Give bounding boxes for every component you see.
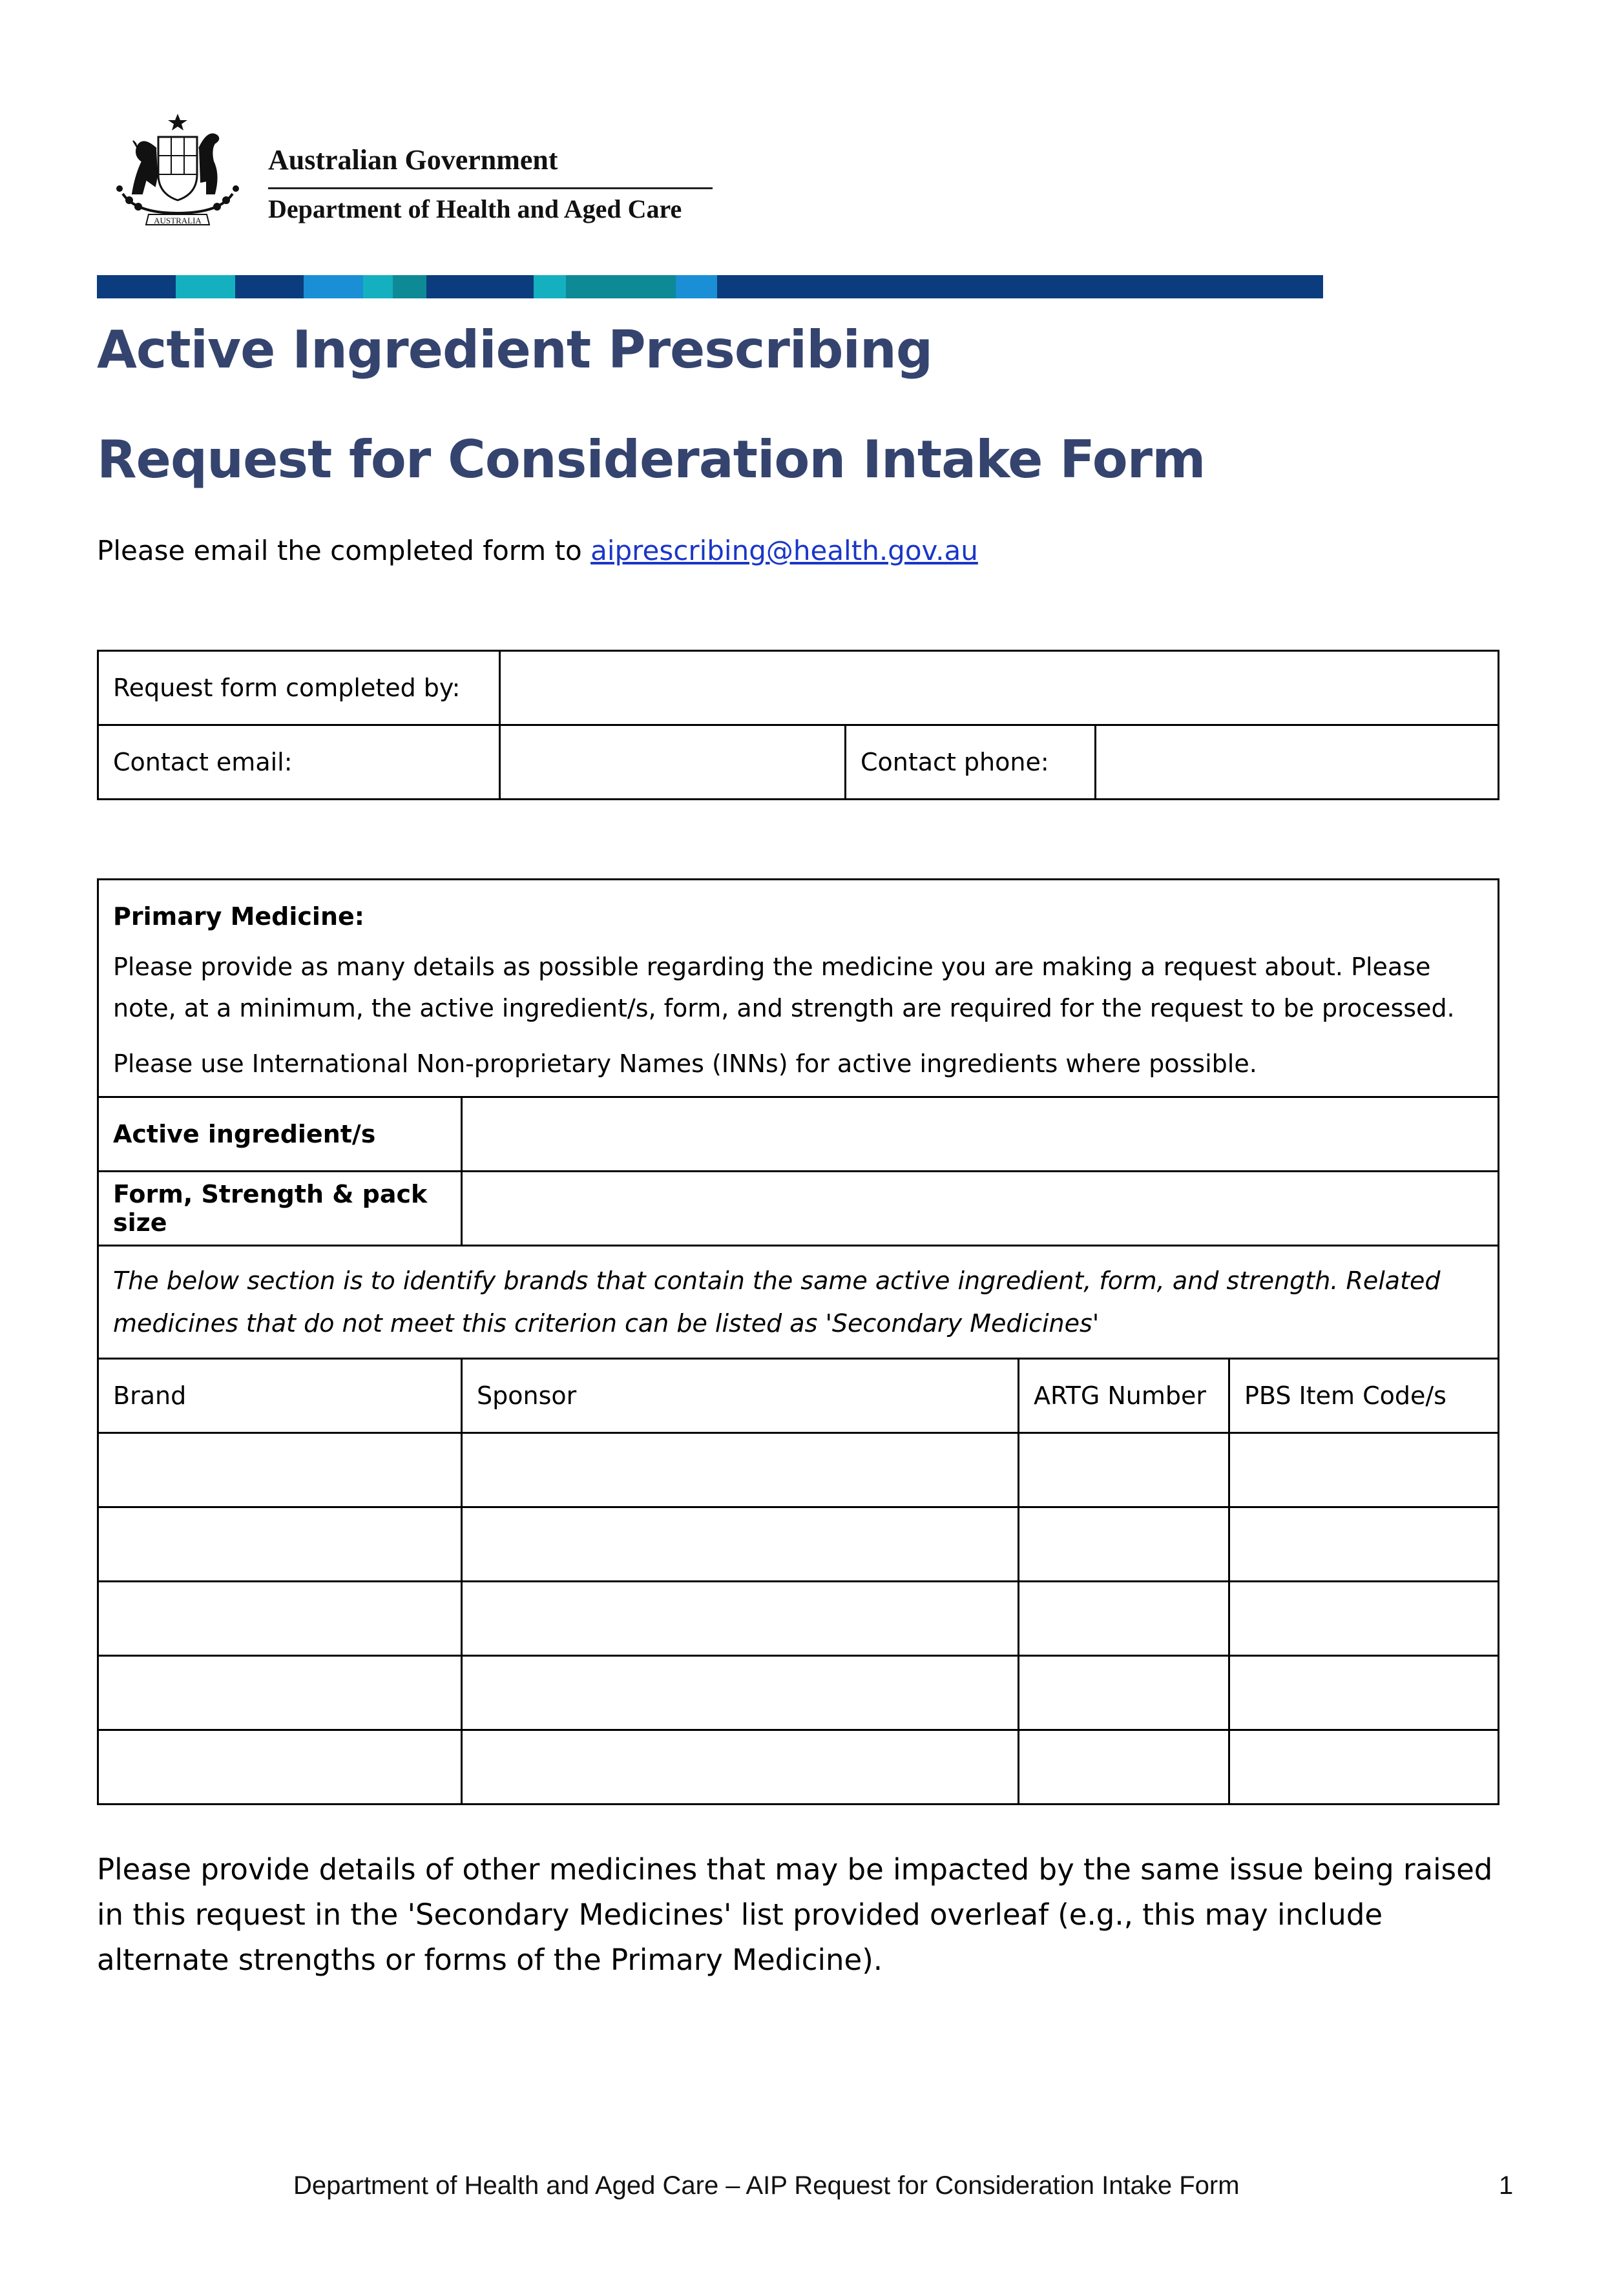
government-title: Australian Government bbox=[268, 144, 558, 176]
inn-instructions: Please use International Non-proprietary Names (INNs) for active ingredients where possible. bbox=[113, 1050, 1257, 1078]
sponsor-cell[interactable] bbox=[462, 1507, 1019, 1582]
active-ingredient-label: Active ingredient/s bbox=[98, 1097, 462, 1172]
primary-medicine-heading: Primary Medicine: bbox=[113, 902, 364, 931]
sponsor-cell[interactable] bbox=[462, 1433, 1019, 1507]
pbs-cell[interactable] bbox=[1229, 1582, 1499, 1656]
contact-phone-field[interactable] bbox=[1096, 725, 1499, 800]
primary-medicine-table bbox=[97, 878, 1499, 1805]
brand-cell[interactable] bbox=[98, 1582, 462, 1656]
stripe-segment bbox=[566, 275, 676, 298]
sponsor-cell[interactable] bbox=[462, 1730, 1019, 1805]
column-header-sponsor: Sponsor bbox=[462, 1359, 1019, 1433]
pbs-cell[interactable] bbox=[1229, 1656, 1499, 1730]
email-link[interactable]: aiprescribing@health.gov.au bbox=[590, 535, 978, 566]
stripe-segment bbox=[676, 275, 717, 298]
brand-cell[interactable] bbox=[98, 1656, 462, 1730]
document-subtitle: Request for Consideration Intake Form bbox=[97, 429, 1206, 490]
stripe-segment bbox=[304, 275, 363, 298]
column-header-pbs: PBS Item Code/s bbox=[1229, 1359, 1499, 1433]
brands-note: The below section is to identify brands that contain the same active ingredient, form, and strength. Related medicines that do not meet this criterion can be listed as 'Secondary Medicines' bbox=[98, 1246, 1499, 1359]
primary-medicine-instructions: Please provide as many details as possible regarding the medicine you are making a request about. Please note, at a minimum, the active ingredient/s, form, and strength are required for the request to be processed. bbox=[113, 953, 1455, 1022]
crest-motto: AUSTRALIA bbox=[154, 216, 202, 225]
column-header-brand: Brand bbox=[98, 1359, 462, 1433]
brand-stripe bbox=[97, 275, 1323, 298]
stripe-segment bbox=[363, 275, 393, 298]
header-divider bbox=[268, 187, 713, 189]
stripe-segment bbox=[426, 275, 534, 298]
brand-cell[interactable] bbox=[98, 1730, 462, 1805]
coat-of-arms-logo bbox=[97, 110, 258, 233]
artg-cell[interactable] bbox=[1019, 1582, 1229, 1656]
email-instruction-text: Please email the completed form to bbox=[97, 535, 591, 566]
contact-phone-label: Contact phone: bbox=[846, 725, 1096, 800]
stripe-segment bbox=[235, 275, 304, 298]
document-title: Active Ingredient Prescribing bbox=[97, 320, 933, 380]
contact-table bbox=[97, 650, 1499, 800]
page-number: 1 bbox=[1499, 2171, 1514, 2200]
brand-cell[interactable] bbox=[98, 1433, 462, 1507]
contact-email-label: Contact email: bbox=[98, 725, 500, 800]
secondary-medicines-note: Please provide details of other medicines that may be impacted by the same issue being raised in this request in the 'Secondary Medicines' list provided overleaf (e.g., this may include alternate strengths or forms of the Primary Medicine). bbox=[97, 1852, 1493, 1977]
table-row bbox=[98, 1433, 1499, 1507]
form-strength-field[interactable] bbox=[462, 1172, 1499, 1246]
stripe-segment bbox=[176, 275, 235, 298]
pbs-cell[interactable] bbox=[1229, 1507, 1499, 1582]
table-row bbox=[98, 1582, 1499, 1656]
contact-email-field[interactable] bbox=[500, 725, 846, 800]
table-row bbox=[98, 1656, 1499, 1730]
email-instruction bbox=[97, 535, 978, 566]
completed-by-field[interactable] bbox=[500, 651, 1499, 725]
artg-cell[interactable] bbox=[1019, 1507, 1229, 1582]
pbs-cell[interactable] bbox=[1229, 1433, 1499, 1507]
primary-medicine-intro bbox=[98, 880, 1499, 1097]
brand-cell[interactable] bbox=[98, 1507, 462, 1582]
artg-cell[interactable] bbox=[1019, 1730, 1229, 1805]
stripe-segment bbox=[97, 275, 176, 298]
stripe-segment bbox=[393, 275, 426, 298]
artg-cell[interactable] bbox=[1019, 1656, 1229, 1730]
sponsor-cell[interactable] bbox=[462, 1582, 1019, 1656]
sponsor-cell[interactable] bbox=[462, 1656, 1019, 1730]
column-header-artg: ARTG Number bbox=[1019, 1359, 1229, 1433]
table-row bbox=[98, 1730, 1499, 1805]
active-ingredient-field[interactable] bbox=[462, 1097, 1499, 1172]
stripe-segment bbox=[534, 275, 566, 298]
completed-by-label: Request form completed by: bbox=[98, 651, 500, 725]
form-strength-label: Form, Strength & pack size bbox=[98, 1172, 462, 1246]
page-footer: Department of Health and Aged Care – AIP Request for Consideration Intake Form bbox=[293, 2171, 1240, 2200]
artg-cell[interactable] bbox=[1019, 1433, 1229, 1507]
table-row bbox=[98, 1507, 1499, 1582]
pbs-cell[interactable] bbox=[1229, 1730, 1499, 1805]
department-name: Department of Health and Aged Care bbox=[268, 194, 682, 223]
stripe-segment bbox=[717, 275, 1323, 298]
